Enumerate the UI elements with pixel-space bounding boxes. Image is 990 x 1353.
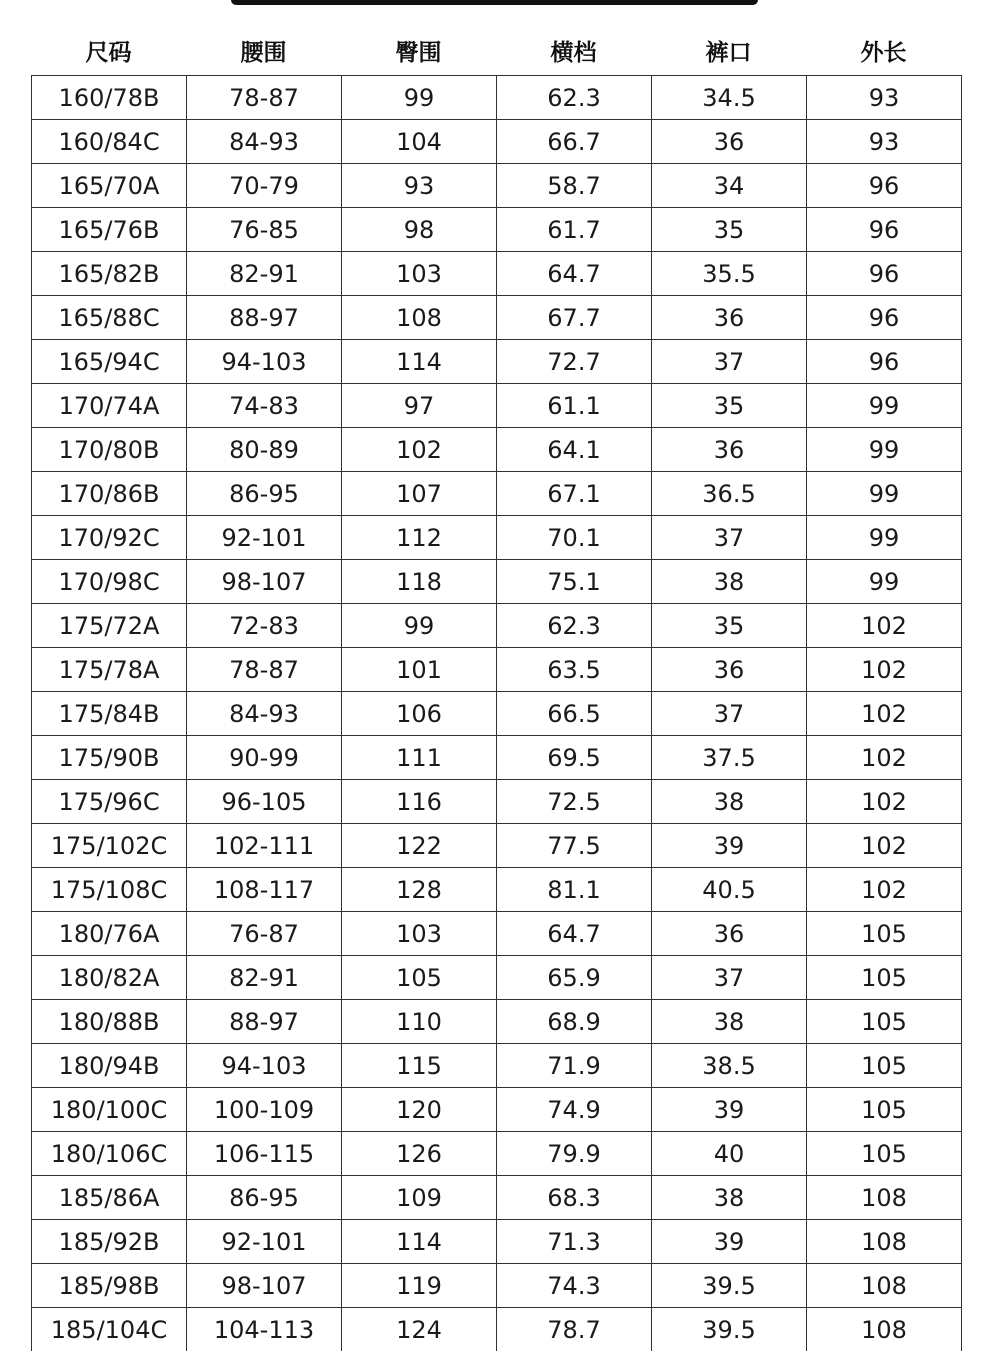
cell-hem: 36 xyxy=(652,648,807,692)
cell-outseam: 96 xyxy=(807,296,962,340)
table-row xyxy=(32,1220,962,1264)
cell-hem: 39 xyxy=(652,1088,807,1132)
cell-hip: 116 xyxy=(342,780,497,824)
cell-waist: 70-79 xyxy=(187,164,342,208)
table-row xyxy=(32,780,962,824)
cell-size: 180/76A xyxy=(32,912,187,956)
table-row xyxy=(32,912,962,956)
cell-hem: 34.5 xyxy=(652,76,807,120)
cell-outseam: 96 xyxy=(807,252,962,296)
cell-size: 175/78A xyxy=(32,648,187,692)
cell-size: 175/96C xyxy=(32,780,187,824)
cell-outseam: 102 xyxy=(807,604,962,648)
cell-waist: 74-83 xyxy=(187,384,342,428)
cell-waist: 92-101 xyxy=(187,516,342,560)
cell-waist: 108-117 xyxy=(187,868,342,912)
cell-outseam: 96 xyxy=(807,340,962,384)
cell-thigh: 70.1 xyxy=(497,516,652,560)
table-row xyxy=(32,472,962,516)
cell-size: 160/78B xyxy=(32,76,187,120)
cell-waist: 76-87 xyxy=(187,912,342,956)
cell-hem: 38 xyxy=(652,780,807,824)
header-thigh: 横档 xyxy=(550,40,597,66)
cell-hip: 103 xyxy=(342,252,497,296)
cell-thigh: 75.1 xyxy=(497,560,652,604)
cell-outseam: 105 xyxy=(807,1132,962,1176)
cell-outseam: 108 xyxy=(807,1220,962,1264)
table-row xyxy=(32,736,962,780)
cell-size: 180/82A xyxy=(32,956,187,1000)
cell-hip: 122 xyxy=(342,824,497,868)
cell-outseam: 96 xyxy=(807,208,962,252)
cell-hip: 99 xyxy=(342,76,497,120)
cell-size: 175/90B xyxy=(32,736,187,780)
table-row xyxy=(32,340,962,384)
cell-size: 165/70A xyxy=(32,164,187,208)
cell-hem: 39.5 xyxy=(652,1264,807,1308)
cell-size: 185/92B xyxy=(32,1220,187,1264)
cell-size: 175/84B xyxy=(32,692,187,736)
cell-outseam: 99 xyxy=(807,472,962,516)
table-row xyxy=(32,164,962,208)
table-row xyxy=(32,1088,962,1132)
cell-size: 175/72A xyxy=(32,604,187,648)
cell-hip: 115 xyxy=(342,1044,497,1088)
cell-waist: 78-87 xyxy=(187,648,342,692)
cell-thigh: 63.5 xyxy=(497,648,652,692)
table-row xyxy=(32,1132,962,1176)
cell-size: 180/94B xyxy=(32,1044,187,1088)
cell-hip: 105 xyxy=(342,956,497,1000)
cell-hem: 37 xyxy=(652,692,807,736)
cell-outseam: 102 xyxy=(807,868,962,912)
cell-thigh: 79.9 xyxy=(497,1132,652,1176)
cell-size: 170/98C xyxy=(32,560,187,604)
cell-thigh: 64.7 xyxy=(497,912,652,956)
table-row xyxy=(32,824,962,868)
cell-hem: 38 xyxy=(652,1176,807,1220)
cell-thigh: 67.1 xyxy=(497,472,652,516)
cell-thigh: 64.1 xyxy=(497,428,652,472)
cell-hem: 36 xyxy=(652,296,807,340)
cell-thigh: 66.5 xyxy=(497,692,652,736)
header-size: 尺码 xyxy=(85,40,132,66)
cell-hem: 38 xyxy=(652,1000,807,1044)
cell-waist: 106-115 xyxy=(187,1132,342,1176)
table-row xyxy=(32,1000,962,1044)
table-row xyxy=(32,868,962,912)
cell-thigh: 72.7 xyxy=(497,340,652,384)
cell-size: 180/106C xyxy=(32,1132,187,1176)
cell-thigh: 71.3 xyxy=(497,1220,652,1264)
table-header-row xyxy=(31,31,961,75)
cell-size: 175/102C xyxy=(32,824,187,868)
table-row xyxy=(32,516,962,560)
cell-size: 185/86A xyxy=(32,1176,187,1220)
cell-waist: 82-91 xyxy=(187,956,342,1000)
cell-hem: 38 xyxy=(652,560,807,604)
cell-waist: 98-107 xyxy=(187,560,342,604)
cell-waist: 84-93 xyxy=(187,120,342,164)
cell-hem: 37 xyxy=(652,340,807,384)
cell-outseam: 108 xyxy=(807,1308,962,1352)
cell-outseam: 102 xyxy=(807,824,962,868)
cell-size: 180/100C xyxy=(32,1088,187,1132)
cell-hip: 120 xyxy=(342,1088,497,1132)
cell-outseam: 93 xyxy=(807,120,962,164)
cell-size: 165/76B xyxy=(32,208,187,252)
cell-size: 160/84C xyxy=(32,120,187,164)
top-decorative-bar xyxy=(231,0,758,5)
table-row xyxy=(32,120,962,164)
cell-hip: 107 xyxy=(342,472,497,516)
cell-outseam: 99 xyxy=(807,560,962,604)
table-row xyxy=(32,428,962,472)
table-row xyxy=(32,648,962,692)
header-hem: 裤口 xyxy=(705,40,752,66)
cell-size: 185/98B xyxy=(32,1264,187,1308)
cell-waist: 88-97 xyxy=(187,296,342,340)
cell-hem: 39 xyxy=(652,824,807,868)
table-row xyxy=(32,692,962,736)
cell-hem: 40 xyxy=(652,1132,807,1176)
cell-waist: 72-83 xyxy=(187,604,342,648)
cell-outseam: 102 xyxy=(807,736,962,780)
header-outseam: 外长 xyxy=(860,40,907,66)
cell-thigh: 64.7 xyxy=(497,252,652,296)
cell-waist: 102-111 xyxy=(187,824,342,868)
cell-outseam: 102 xyxy=(807,692,962,736)
table-row xyxy=(32,1308,962,1352)
header-hip: 臀围 xyxy=(395,40,442,66)
cell-hem: 37.5 xyxy=(652,736,807,780)
cell-outseam: 93 xyxy=(807,76,962,120)
cell-size: 165/82B xyxy=(32,252,187,296)
table-row xyxy=(32,296,962,340)
cell-hip: 104 xyxy=(342,120,497,164)
cell-thigh: 71.9 xyxy=(497,1044,652,1088)
cell-hip: 119 xyxy=(342,1264,497,1308)
cell-size: 170/80B xyxy=(32,428,187,472)
cell-waist: 82-91 xyxy=(187,252,342,296)
cell-thigh: 67.7 xyxy=(497,296,652,340)
table-row xyxy=(32,604,962,648)
cell-hem: 39.5 xyxy=(652,1308,807,1352)
cell-waist: 86-95 xyxy=(187,472,342,516)
table-row xyxy=(32,956,962,1000)
cell-outseam: 102 xyxy=(807,780,962,824)
cell-thigh: 61.1 xyxy=(497,384,652,428)
cell-size: 185/104C xyxy=(32,1308,187,1352)
cell-hip: 103 xyxy=(342,912,497,956)
cell-outseam: 105 xyxy=(807,912,962,956)
table-row xyxy=(32,1176,962,1220)
table-row xyxy=(32,560,962,604)
cell-size: 180/88B xyxy=(32,1000,187,1044)
cell-waist: 92-101 xyxy=(187,1220,342,1264)
cell-hem: 34 xyxy=(652,164,807,208)
cell-thigh: 72.5 xyxy=(497,780,652,824)
cell-thigh: 74.9 xyxy=(497,1088,652,1132)
cell-hip: 118 xyxy=(342,560,497,604)
cell-size: 170/92C xyxy=(32,516,187,560)
cell-outseam: 108 xyxy=(807,1176,962,1220)
cell-waist: 100-109 xyxy=(187,1088,342,1132)
table-row xyxy=(32,208,962,252)
cell-outseam: 105 xyxy=(807,1000,962,1044)
table-row xyxy=(32,384,962,428)
cell-hip: 112 xyxy=(342,516,497,560)
cell-outseam: 99 xyxy=(807,384,962,428)
cell-thigh: 62.3 xyxy=(497,604,652,648)
cell-hip: 128 xyxy=(342,868,497,912)
cell-hip: 108 xyxy=(342,296,497,340)
cell-hem: 39 xyxy=(652,1220,807,1264)
cell-thigh: 77.5 xyxy=(497,824,652,868)
cell-hem: 36 xyxy=(652,912,807,956)
cell-hem: 36 xyxy=(652,428,807,472)
cell-outseam: 108 xyxy=(807,1264,962,1308)
cell-hem: 35 xyxy=(652,384,807,428)
cell-hem: 36.5 xyxy=(652,472,807,516)
cell-hip: 124 xyxy=(342,1308,497,1352)
cell-hem: 38.5 xyxy=(652,1044,807,1088)
cell-hip: 114 xyxy=(342,340,497,384)
cell-thigh: 66.7 xyxy=(497,120,652,164)
cell-outseam: 96 xyxy=(807,164,962,208)
cell-waist: 90-99 xyxy=(187,736,342,780)
cell-outseam: 105 xyxy=(807,1044,962,1088)
cell-waist: 104-113 xyxy=(187,1308,342,1352)
header-waist: 腰围 xyxy=(240,40,287,66)
cell-hip: 106 xyxy=(342,692,497,736)
cell-outseam: 102 xyxy=(807,648,962,692)
cell-thigh: 81.1 xyxy=(497,868,652,912)
cell-hip: 110 xyxy=(342,1000,497,1044)
cell-size: 165/94C xyxy=(32,340,187,384)
cell-size: 170/74A xyxy=(32,384,187,428)
cell-hip: 97 xyxy=(342,384,497,428)
cell-hip: 102 xyxy=(342,428,497,472)
table-row xyxy=(32,1044,962,1088)
cell-waist: 80-89 xyxy=(187,428,342,472)
cell-thigh: 62.3 xyxy=(497,76,652,120)
cell-hip: 93 xyxy=(342,164,497,208)
cell-outseam: 105 xyxy=(807,1088,962,1132)
table-row xyxy=(32,252,962,296)
cell-waist: 78-87 xyxy=(187,76,342,120)
cell-hem: 40.5 xyxy=(652,868,807,912)
cell-outseam: 105 xyxy=(807,956,962,1000)
cell-outseam: 99 xyxy=(807,428,962,472)
cell-hem: 35 xyxy=(652,208,807,252)
cell-thigh: 58.7 xyxy=(497,164,652,208)
cell-hip: 109 xyxy=(342,1176,497,1220)
cell-size: 170/86B xyxy=(32,472,187,516)
cell-hem: 37 xyxy=(652,956,807,1000)
cell-outseam: 99 xyxy=(807,516,962,560)
cell-hem: 35 xyxy=(652,604,807,648)
cell-thigh: 61.7 xyxy=(497,208,652,252)
cell-waist: 98-107 xyxy=(187,1264,342,1308)
cell-hip: 98 xyxy=(342,208,497,252)
cell-hem: 35.5 xyxy=(652,252,807,296)
cell-waist: 88-97 xyxy=(187,1000,342,1044)
cell-waist: 76-85 xyxy=(187,208,342,252)
cell-waist: 84-93 xyxy=(187,692,342,736)
cell-waist: 86-95 xyxy=(187,1176,342,1220)
cell-thigh: 74.3 xyxy=(497,1264,652,1308)
cell-size: 165/88C xyxy=(32,296,187,340)
cell-hip: 111 xyxy=(342,736,497,780)
cell-hip: 114 xyxy=(342,1220,497,1264)
cell-waist: 96-105 xyxy=(187,780,342,824)
size-chart-table xyxy=(31,75,962,1351)
table-row xyxy=(32,76,962,120)
cell-waist: 94-103 xyxy=(187,340,342,384)
cell-hip: 126 xyxy=(342,1132,497,1176)
size-table-body xyxy=(32,76,962,1352)
cell-thigh: 69.5 xyxy=(497,736,652,780)
cell-hip: 99 xyxy=(342,604,497,648)
table-row xyxy=(32,1264,962,1308)
cell-thigh: 78.7 xyxy=(497,1308,652,1352)
cell-hip: 101 xyxy=(342,648,497,692)
cell-hem: 37 xyxy=(652,516,807,560)
cell-thigh: 68.9 xyxy=(497,1000,652,1044)
cell-thigh: 68.3 xyxy=(497,1176,652,1220)
cell-size: 175/108C xyxy=(32,868,187,912)
cell-thigh: 65.9 xyxy=(497,956,652,1000)
cell-waist: 94-103 xyxy=(187,1044,342,1088)
cell-hem: 36 xyxy=(652,120,807,164)
